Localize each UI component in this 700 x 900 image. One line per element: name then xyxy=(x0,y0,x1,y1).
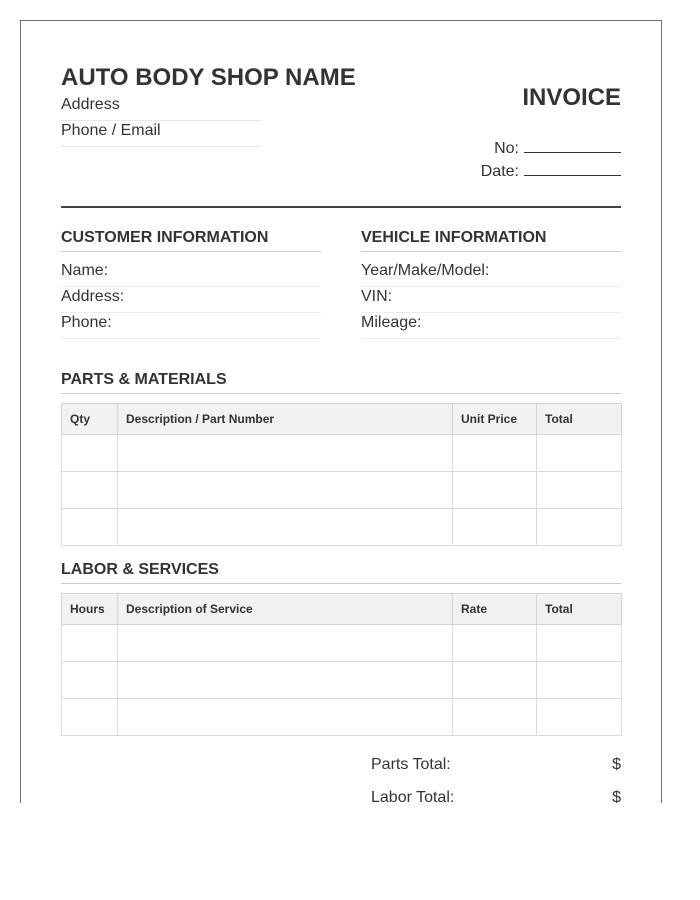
shop-contact: Phone / Email xyxy=(61,121,261,147)
customer-name-field[interactable]: Name: xyxy=(61,261,321,287)
table-cell[interactable] xyxy=(62,509,118,546)
labor-total-value: $ xyxy=(612,789,621,803)
table-cell[interactable] xyxy=(537,662,622,699)
labor-section-title: LABOR & SERVICES xyxy=(61,561,621,584)
customer-section-title: CUSTOMER INFORMATION xyxy=(61,229,321,252)
customer-address-field[interactable]: Address: xyxy=(61,287,321,313)
parts-col-qty: Qty xyxy=(62,404,118,435)
invoice-date-field[interactable] xyxy=(524,159,621,176)
labor-total-label: Labor Total: xyxy=(371,789,455,803)
invoice-number-label: No: xyxy=(494,140,519,157)
table-cell[interactable] xyxy=(537,472,622,509)
invoice-date-row xyxy=(481,159,621,181)
table-row xyxy=(62,699,622,736)
parts-col-total: Total xyxy=(537,404,622,435)
vehicle-mileage-field[interactable]: Mileage: xyxy=(361,313,621,339)
table-cell[interactable] xyxy=(118,662,453,699)
customer-phone-field[interactable]: Phone: xyxy=(61,313,321,339)
table-cell[interactable] xyxy=(453,625,537,662)
table-cell[interactable] xyxy=(537,625,622,662)
shop-name: AUTO BODY SHOP NAME xyxy=(61,64,356,91)
table-cell[interactable] xyxy=(62,699,118,736)
table-cell[interactable] xyxy=(118,472,453,509)
table-cell[interactable] xyxy=(453,435,537,472)
parts-total-value: $ xyxy=(612,756,621,773)
table-cell[interactable] xyxy=(118,435,453,472)
table-cell[interactable] xyxy=(118,699,453,736)
table-cell[interactable] xyxy=(62,435,118,472)
vehicle-ymm-field[interactable]: Year/Make/Model: xyxy=(361,261,621,287)
table-row xyxy=(62,435,622,472)
parts-table xyxy=(61,403,622,546)
parts-col-description: Description / Part Number xyxy=(118,404,453,435)
table-cell[interactable] xyxy=(62,662,118,699)
labor-col-hours: Hours xyxy=(62,594,118,625)
labor-col-total: Total xyxy=(537,594,622,625)
table-cell[interactable] xyxy=(62,625,118,662)
parts-section-title: PARTS & MATERIALS xyxy=(61,371,621,394)
table-cell[interactable] xyxy=(453,472,537,509)
table-row xyxy=(62,509,622,546)
vehicle-vin-field[interactable]: VIN: xyxy=(361,287,621,313)
table-cell[interactable] xyxy=(62,472,118,509)
table-row xyxy=(62,625,622,662)
parts-col-unit-price: Unit Price xyxy=(453,404,537,435)
parts-total-label: Parts Total: xyxy=(371,756,451,773)
table-cell[interactable] xyxy=(537,435,622,472)
table-cell[interactable] xyxy=(118,625,453,662)
table-cell[interactable] xyxy=(537,699,622,736)
invoice-date-label: Date: xyxy=(480,163,519,180)
table-cell[interactable] xyxy=(453,509,537,546)
labor-col-rate: Rate xyxy=(453,594,537,625)
parts-header-row xyxy=(62,404,622,435)
table-cell[interactable] xyxy=(453,699,537,736)
table-row xyxy=(62,662,622,699)
header-divider xyxy=(61,206,621,208)
shop-address: Address xyxy=(61,95,261,121)
table-row xyxy=(62,472,622,509)
labor-header-row xyxy=(62,594,622,625)
labor-col-description: Description of Service xyxy=(118,594,453,625)
table-cell[interactable] xyxy=(537,509,622,546)
invoice-number-field[interactable] xyxy=(524,136,621,153)
table-cell[interactable] xyxy=(118,509,453,546)
vehicle-section-title: VEHICLE INFORMATION xyxy=(361,229,621,252)
invoice-page xyxy=(20,20,662,803)
invoice-title: INVOICE xyxy=(522,84,621,111)
table-cell[interactable] xyxy=(453,662,537,699)
labor-table xyxy=(61,593,622,736)
invoice-number-row xyxy=(494,136,621,158)
